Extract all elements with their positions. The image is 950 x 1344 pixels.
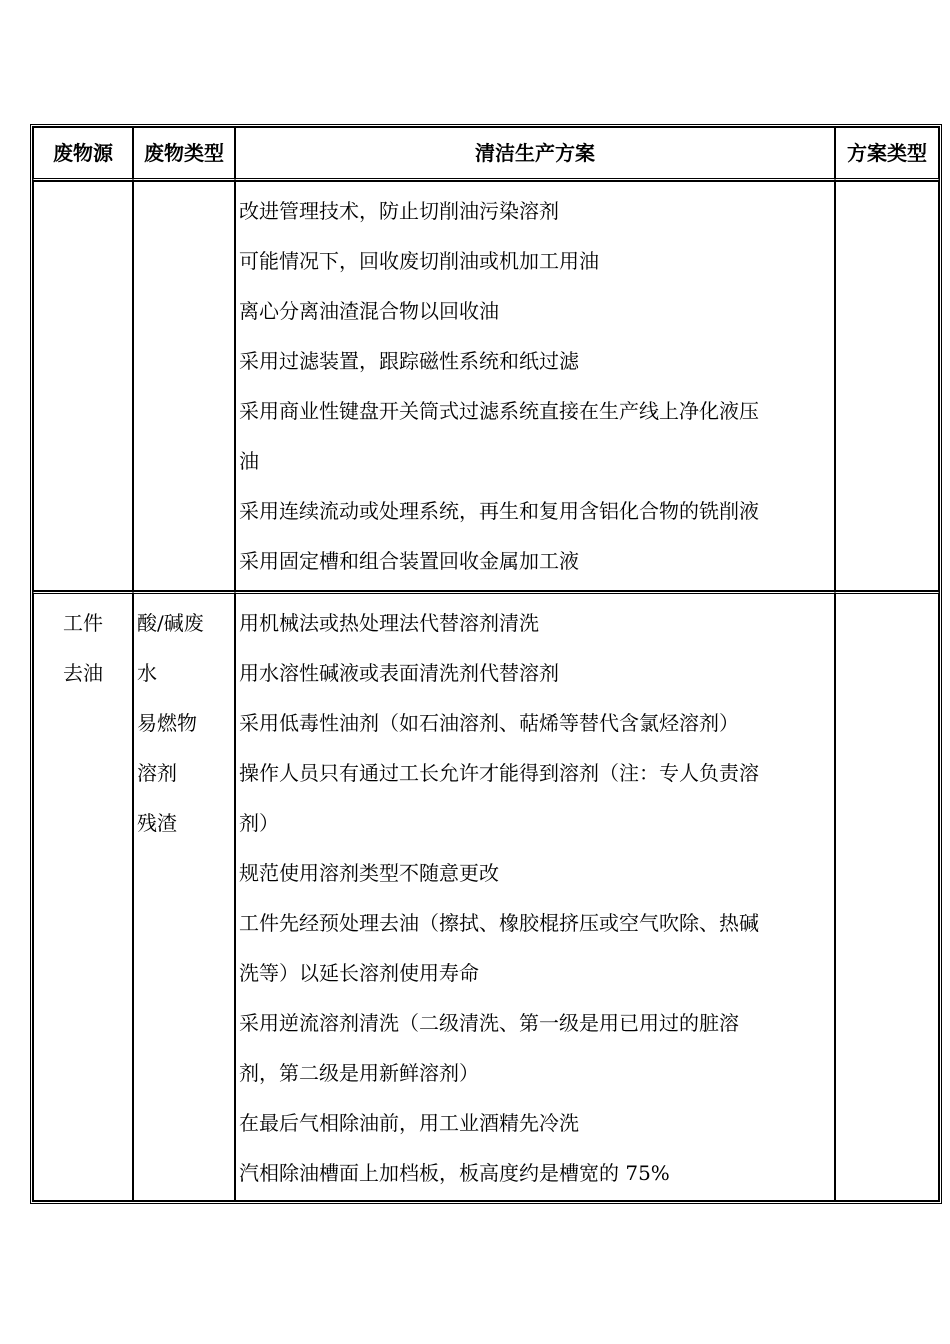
- waste-type-line: 残渣: [137, 811, 177, 835]
- plan-line: 采用过滤装置，跟踪磁性系统和纸过滤: [239, 349, 579, 373]
- plan-line: 剂）: [239, 811, 279, 835]
- plan-type-cell: [835, 591, 939, 1201]
- plan-line: 工件先经预处理去油（擦拭、橡胶棍挤压或空气吹除、热碱: [239, 911, 759, 935]
- waste-type-line: 易燃物: [137, 711, 197, 735]
- plan-cell: [235, 181, 835, 591]
- plan-line: 用水溶性碱液或表面清洗剂代替溶剂: [239, 661, 559, 685]
- waste-type-cell: [133, 591, 235, 1201]
- plan-line: 改进管理技术，防止切削油污染溶剂: [239, 199, 559, 223]
- plan-line: 洗等）以延长溶剂使用寿命: [239, 961, 479, 985]
- table-row: [33, 181, 939, 591]
- table-header-row: [33, 127, 939, 181]
- header-plan-type: 方案类型: [835, 127, 939, 181]
- waste-source-cell: [33, 181, 133, 591]
- plan-cell: [235, 591, 835, 1201]
- plan-line: 油: [239, 449, 259, 473]
- waste-source-line: 去油: [63, 661, 103, 685]
- table-row: [33, 591, 939, 1201]
- plan-line: 采用固定槽和组合装置回收金属加工液: [239, 549, 579, 573]
- plan-line: 采用连续流动或处理系统，再生和复用含铝化合物的铣削液: [239, 499, 759, 523]
- plan-line: 采用商业性键盘开关筒式过滤系统直接在生产线上净化液压: [239, 399, 759, 423]
- waste-type-line: 溶剂: [137, 761, 177, 785]
- plan-line: 汽相除油槽面上加档板，板高度约是槽宽的 75%: [239, 1161, 670, 1185]
- plan-line: 在最后气相除油前，用工业酒精先冷洗: [239, 1111, 579, 1135]
- waste-type-line: 酸/碱废: [137, 611, 204, 635]
- waste-type-cell: [133, 181, 235, 591]
- waste-source-cell: [33, 591, 133, 1201]
- plan-type-cell: [835, 181, 939, 591]
- plan-line: 可能情况下，回收废切削油或机加工用油: [239, 249, 599, 273]
- plan-line: 剂，第二级是用新鲜溶剂）: [239, 1061, 479, 1085]
- plan-line: 采用低毒性油剂（如石油溶剂、萜烯等替代含氯烃溶剂）: [239, 711, 739, 735]
- waste-source-line: 工件: [63, 611, 103, 635]
- header-waste-source: 废物源: [33, 127, 133, 181]
- plan-line: 用机械法或热处理法代替溶剂清洗: [239, 611, 539, 635]
- plan-line: 规范使用溶剂类型不随意更改: [239, 861, 499, 885]
- clean-production-table: [30, 124, 942, 1204]
- plan-line: 操作人员只有通过工长允许才能得到溶剂（注：专人负责溶: [239, 761, 759, 785]
- waste-type-line: 水: [137, 661, 157, 685]
- header-clean-production-plan: 清洁生产方案: [235, 127, 835, 181]
- plan-line: 离心分离油渣混合物以回收油: [239, 299, 499, 323]
- plan-line: 采用逆流溶剂清洗（二级清洗、第一级是用已用过的脏溶: [239, 1011, 739, 1035]
- header-waste-type: 废物类型: [133, 127, 235, 181]
